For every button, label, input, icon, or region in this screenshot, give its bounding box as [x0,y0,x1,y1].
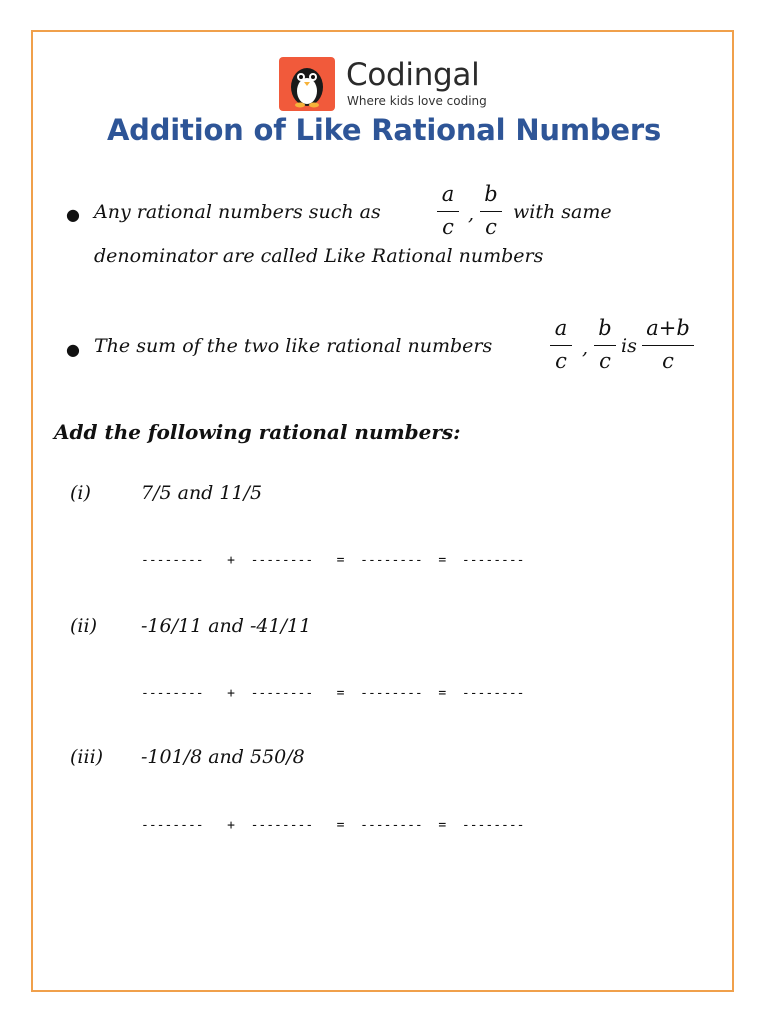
fraction-numerator: a [554,316,568,340]
question-text: -101/8 and 550/8 [141,746,305,768]
fraction-a-over-c [437,184,459,238]
bullet-1-text-after: with same [513,201,612,223]
bullet-dot: ● [66,205,80,224]
fraction-b-over-c [480,184,502,238]
fraction-numerator: b [484,182,498,206]
fraction-denominator: c [599,349,611,373]
exercise-heading: Add the following rational numbers: [54,420,461,444]
question-text: 7/5 and 11/5 [141,482,263,504]
fraction-a-plus-b-over-c [642,318,694,372]
answer-blanks[interactable]: -------- + -------- = -------- = -------- [141,818,525,833]
fraction-b-over-c [594,318,616,372]
question-label: (iii) [70,746,104,768]
penguin-icon [279,57,335,111]
fraction-a-over-c [550,318,572,372]
fraction-denominator: c [662,349,674,373]
bullet-1-text-line-2: denominator are called Like Rational numbers [94,245,544,267]
bullet-2-text: The sum of the two like rational numbers [94,335,493,357]
answer-blanks[interactable]: -------- + -------- = -------- = -------- [141,553,525,568]
logo-name: Codingal [346,57,480,93]
fraction-numerator: a+b [646,316,690,340]
answer-blanks[interactable]: -------- + -------- = -------- = -------- [141,686,525,701]
question-label: (i) [70,482,91,504]
logo-tagline: Where kids love coding [347,94,487,108]
question-label: (ii) [70,615,97,637]
fraction-numerator: b [598,316,612,340]
bullet-2-is: is [621,335,637,357]
fraction-numerator: a [441,182,455,206]
page-border [31,30,734,992]
question-text: -16/11 and -41/11 [141,615,312,637]
bullet-1-text-before: Any rational numbers such as [94,201,381,223]
bullet-dot: ● [66,340,80,359]
fraction-separator: , [468,203,475,225]
fraction-separator: , [582,337,589,359]
fraction-denominator: c [485,215,497,239]
page-title: Addition of Like Rational Numbers [106,113,662,147]
fraction-denominator: c [555,349,567,373]
fraction-denominator: c [442,215,454,239]
